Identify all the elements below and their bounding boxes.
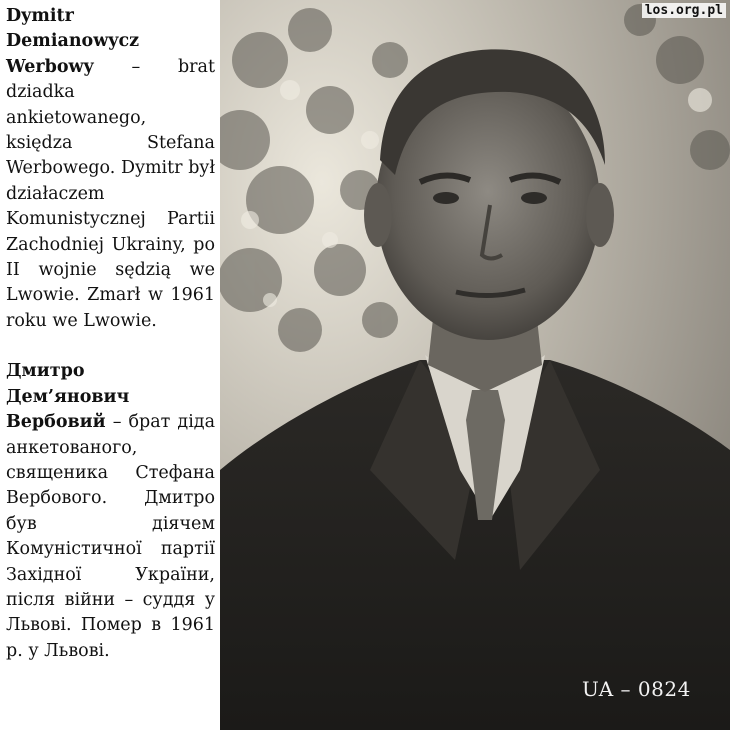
ukrainian-name-line1: Дмитро [6, 361, 85, 382]
portrait-photo [220, 0, 730, 730]
ukrainian-name-line2: Дем’янович [6, 386, 130, 407]
ukrainian-name-line3: Вербовий [6, 412, 106, 433]
site-watermark: los.org.pl [642, 3, 726, 18]
ukrainian-text: – брат діда анкетованого, священика Стефана Вербового. Дмитро був діячем Комуністичної партії Західної України, після війни – суддя у Львові. Помер в 1961 р. у Львові. [6, 412, 215, 661]
polish-caption [6, 4, 215, 334]
polish-name-line3: Werbowy [6, 56, 94, 77]
polish-text: – brat dziadka ankietowanego, księdza Stefana Werbowego. Dymitr był działaczem Komunistycznej Partii Zachodniej Ukrainy, po II wojnie sędzią we Lwowie. Zmarł w 1961 roku we Lwowie. [6, 56, 215, 331]
polish-name-line1: Dymitr [6, 6, 74, 26]
ukrainian-caption [6, 359, 215, 664]
polish-name-line2: Demianowycz [6, 31, 140, 52]
portrait-illustration [220, 0, 730, 730]
caption-column [6, 4, 215, 664]
archive-code: UA – 0824 [582, 677, 691, 701]
